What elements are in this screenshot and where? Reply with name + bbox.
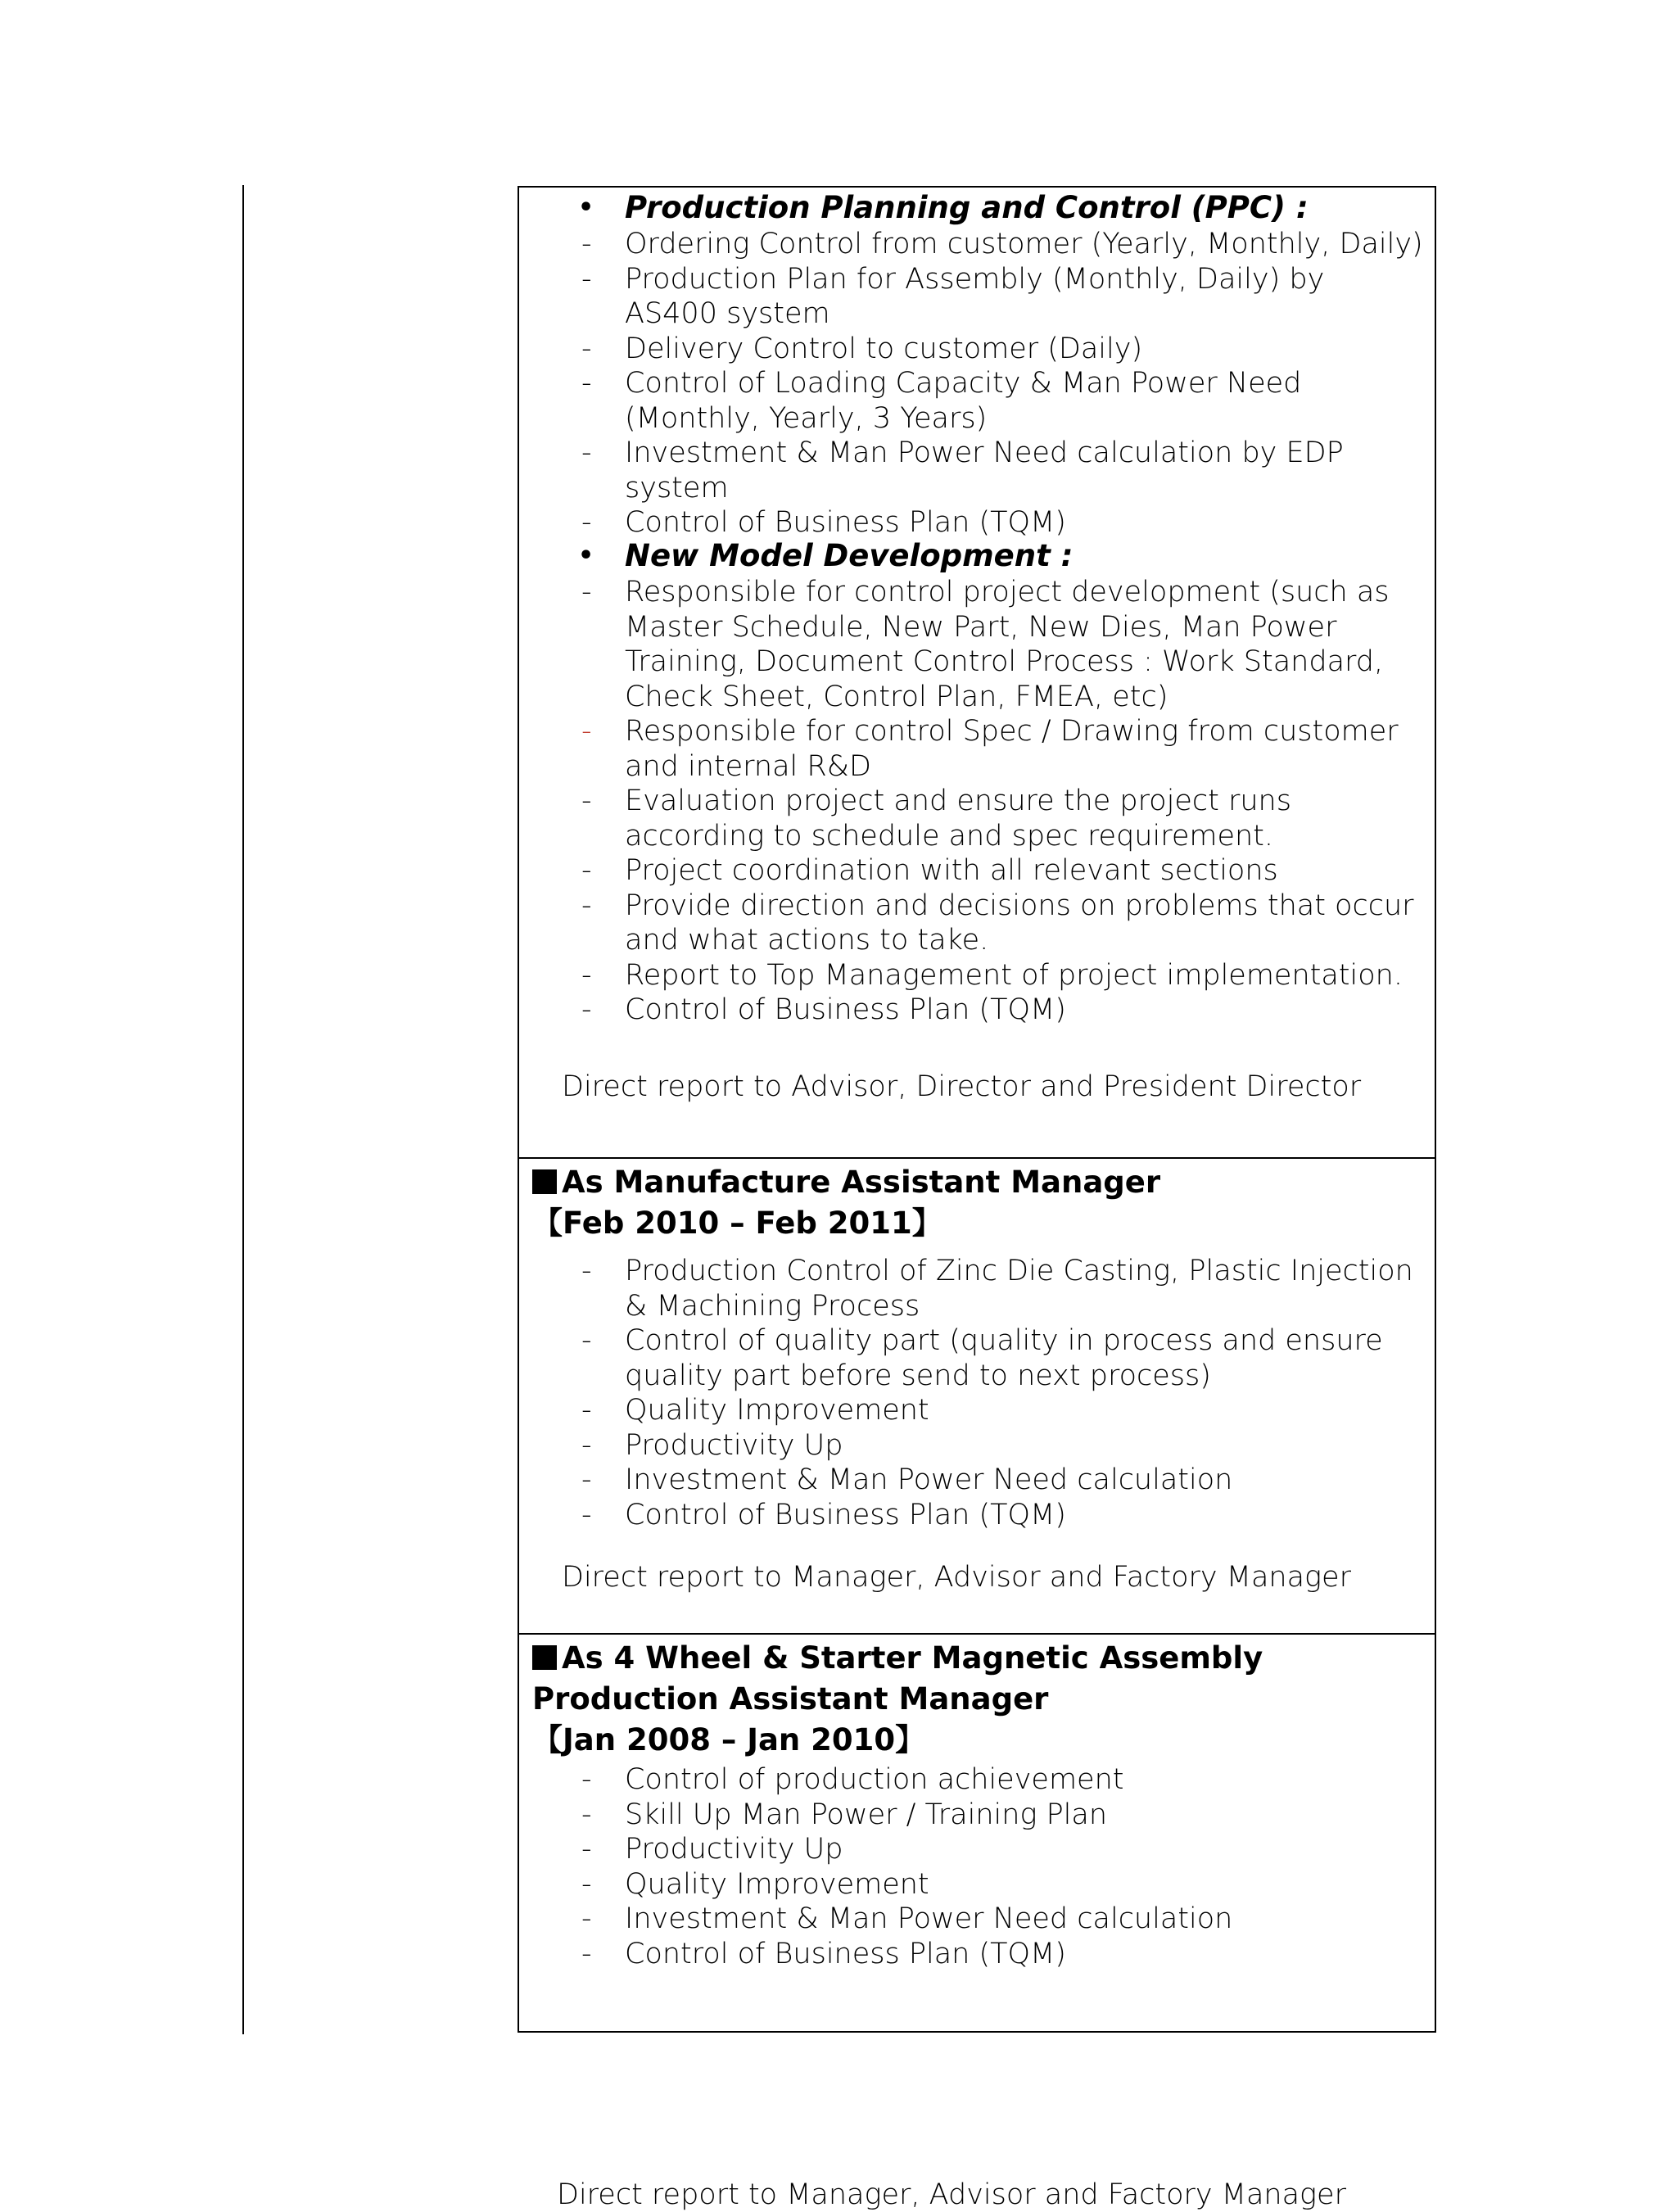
list-item: - Productivity Up — [581, 1833, 843, 1866]
list-item: - Control of Business Plan (TQM) — [581, 1498, 1066, 1531]
list-item: - Ordering Control from customer (Yearly, Monthly, Daily) — [581, 228, 1423, 260]
list-item: - Control of Business Plan (TQM) — [581, 1937, 1066, 1970]
date-range: 【Jan 2008 – Jan 2010】 — [532, 1722, 926, 1757]
list-item: - Project coordination with all relevant sections — [581, 854, 1278, 887]
list-item: - Control of Business Plan (TQM) — [581, 993, 1066, 1026]
report-line: Direct report to Manager, Advisor and Factory Manager — [557, 2178, 1346, 2211]
list-item: - Evaluation project and ensure the project runs according to schedule and spec requirement. — [581, 785, 1291, 853]
list-item: - Provide direction and decisions on problems that occur and what actions to take. — [581, 889, 1414, 957]
list-item: - Investment & Man Power Need calculation by EDP system — [581, 437, 1344, 504]
list-item: - Control of Loading Capacity & Man Power Need (Monthly, Yearly, 3 Years) — [581, 367, 1302, 435]
section-ppc-development — [519, 188, 1435, 1157]
bullet-icon: • — [578, 193, 594, 222]
left-column-rule — [242, 185, 244, 2034]
list-item: - Quality Improvement — [581, 1867, 929, 1901]
list-item: - Skill Up Man Power / Training Plan — [581, 1798, 1108, 1831]
list-item: - Responsible for control Spec / Drawing from customer and internal R&D — [581, 715, 1399, 783]
list-item: - Production Control of Zinc Die Casting, Plastic Injection & Machining Process — [581, 1255, 1413, 1323]
list-item: - Investment & Man Power Need calculation — [581, 1463, 1233, 1496]
square-bullet-icon — [532, 1169, 557, 1194]
list-item: - Report to Top Management of project implementation. — [581, 958, 1403, 992]
ppc-block — [519, 189, 1435, 541]
report-line: Direct report to Manager, Advisor and Factory Manager — [562, 1561, 1351, 1594]
section-assembly-production-assistant-manager — [519, 1633, 1435, 2211]
duties-list — [519, 1254, 1435, 1532]
duties-list — [519, 1762, 1435, 1971]
list-item: - Delivery Control to customer (Daily) — [581, 332, 1143, 365]
list-item: - Quality Improvement — [581, 1394, 929, 1427]
list-item: - Control of Business Plan (TQM) — [581, 506, 1066, 539]
list-item: - Control of quality part (quality in process and ensure quality part before send to next process) — [581, 1324, 1383, 1392]
nmd-block — [519, 537, 1435, 1028]
section-title: As Manufacture Assistant Manager — [532, 1162, 1385, 1203]
list-item: - Control of production achievement — [581, 1763, 1124, 1796]
experience-table — [518, 186, 1436, 2211]
list-item: - Productivity Up — [581, 1428, 843, 1462]
list-item: - Responsible for control project development (such as Master Schedule, New Part, New Dies, Man Power Training, Document Control Process : Work Standard, Check Sheet, Control Plan, FMEA, etc) — [581, 576, 1390, 713]
nmd-heading: • New Model Development : — [578, 538, 1074, 573]
section-manufacture-assistant-manager — [519, 1157, 1435, 1635]
report-line: Direct report to Advisor, Director and President Director — [562, 1070, 1362, 1103]
section-title: As 4 Wheel & Starter Magnetic Assembly Production Assistant Manager — [532, 1640, 1263, 1717]
list-item: - Investment & Man Power Need calculation — [581, 1902, 1233, 1935]
ppc-heading: • Production Planning and Control (PPC) : — [578, 190, 1309, 225]
list-item: - Production Plan for Assembly (Monthly, Daily) by AS400 system — [581, 262, 1325, 330]
bullet-icon: • — [578, 541, 594, 570]
square-bullet-icon — [532, 1645, 557, 1670]
date-range: 【Feb 2010 – Feb 2011】 — [532, 1206, 942, 1241]
